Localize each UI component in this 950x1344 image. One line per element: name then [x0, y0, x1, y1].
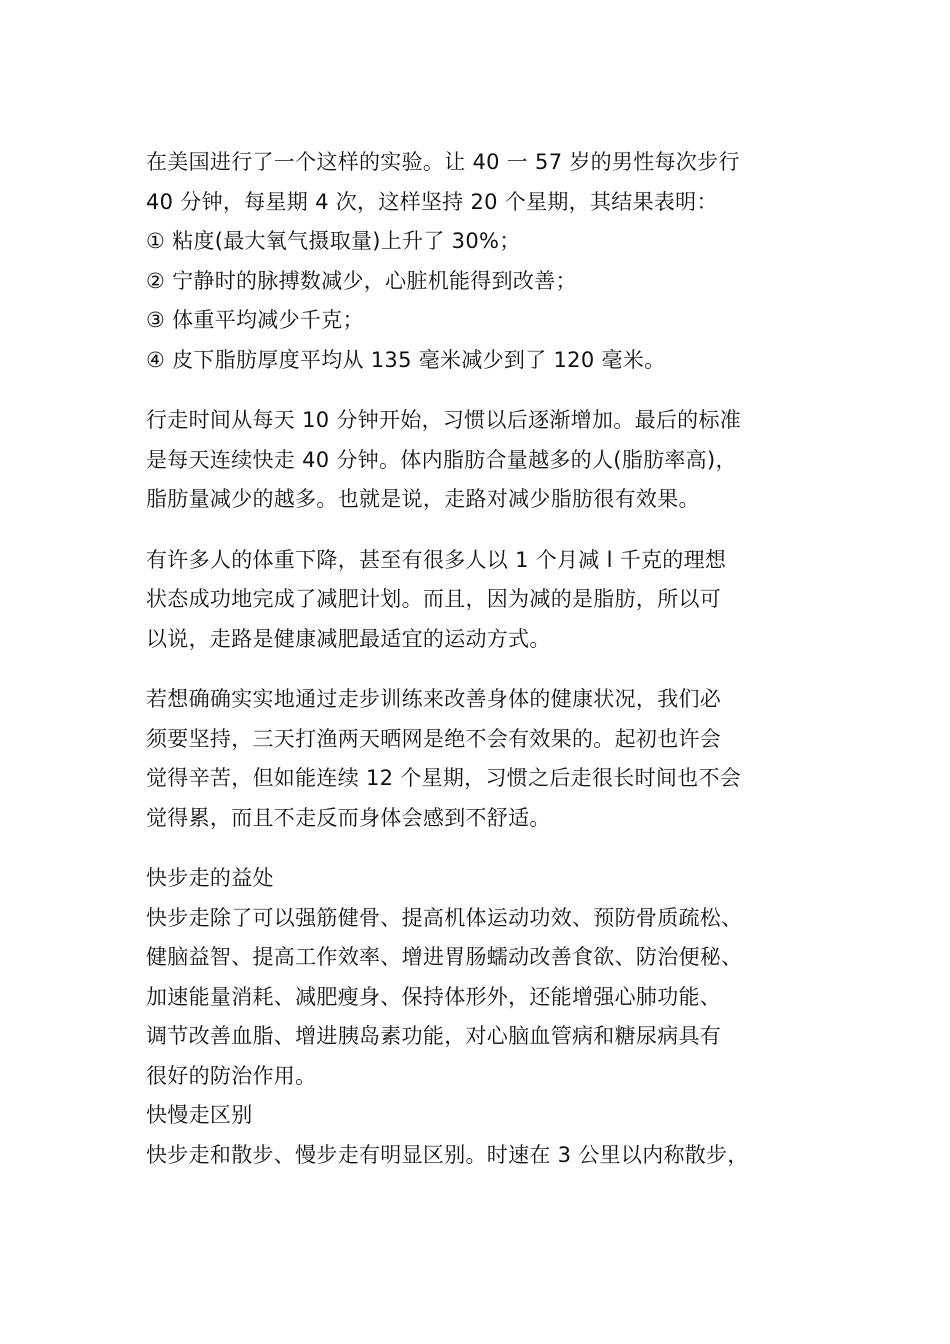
- list-item: ③ 体重平均减少千克；: [146, 308, 364, 332]
- text-line: 以说，走路是健康减肥最适宜的运动方式。: [146, 626, 551, 651]
- text-line: 有许多人的体重下降，甚至有很多人以 1 个月减 l 千克的理想: [146, 547, 727, 572]
- list-item: ④ 皮下脂肪厚度平均从 135 毫米减少到了 120 毫米。: [146, 347, 666, 372]
- text-line: 很好的防治作用。: [146, 1063, 317, 1088]
- list-item: ① 粘度(最大氧气摄取量)上升了 30%；: [146, 229, 521, 253]
- text-line: 健脑益智、提高工作效率、增进胃肠蠕动改善食欲、防治便秘、: [146, 945, 743, 969]
- text-line: 调节改善血脂、增进胰岛素功能，对心脑血管病和糖尿病具有: [146, 1024, 722, 1048]
- section-difference: [146, 1096, 836, 1175]
- text-line: 觉得累，而且不走反而身体会感到不舒适。: [146, 805, 551, 830]
- text-line: 行走时间从每天 10 分钟开始，习惯以后逐渐增加。最后的标准: [146, 408, 742, 432]
- text-line: 快步走除了可以强筋健骨、提高机体运动功效、预防骨质疏松、: [146, 905, 743, 930]
- paragraph-experiment: [146, 143, 836, 380]
- list-item: ② 宁静时的脉搏数减少，心脏机能得到改善；: [146, 268, 577, 293]
- text-line: 在美国进行了一个这样的实验。让 40 一 57 岁的男性每次步行: [146, 150, 740, 174]
- text-line: 40 分钟，每星期 4 次，这样坚持 20 个星期，其结果表明：: [146, 189, 718, 214]
- text-line: 是每天连续快走 40 分钟。体内脂肪合量越多的人(脂肪率高)，: [146, 447, 737, 472]
- text-line: 觉得辛苦，但如能连续 12 个星期，习惯之后走很长时间也不会: [146, 766, 742, 790]
- text-line: 若想确确实实地通过走步训练来改善身体的健康状况，我们必: [146, 687, 722, 711]
- text-line: 状态成功地完成了减肥计划。而且，因为减的是脂肪，所以可: [146, 587, 722, 611]
- paragraph-walking-time: [146, 401, 836, 520]
- text-line: 快步走和散步、慢步走有明显区别。时速在 3 公里以内称散步，: [146, 1142, 749, 1167]
- document-body: [146, 143, 836, 1175]
- paragraph-weight-loss: [146, 541, 836, 660]
- text-line: 脂肪量减少的越多。也就是说，走路对减少脂肪很有效果。: [146, 487, 700, 511]
- section-heading-benefits: 快步走的益处: [146, 866, 274, 890]
- text-line: 加速能量消耗、减肥瘦身、保持体形外，还能增强心肺功能、: [146, 984, 722, 1009]
- section-benefits: [146, 859, 836, 1096]
- paragraph-persistence: [146, 680, 836, 838]
- section-heading-difference: 快慢走区别: [146, 1103, 253, 1127]
- text-line: 须要坚持，三天打渔两天晒网是绝不会有效果的。起初也许会: [146, 726, 722, 751]
